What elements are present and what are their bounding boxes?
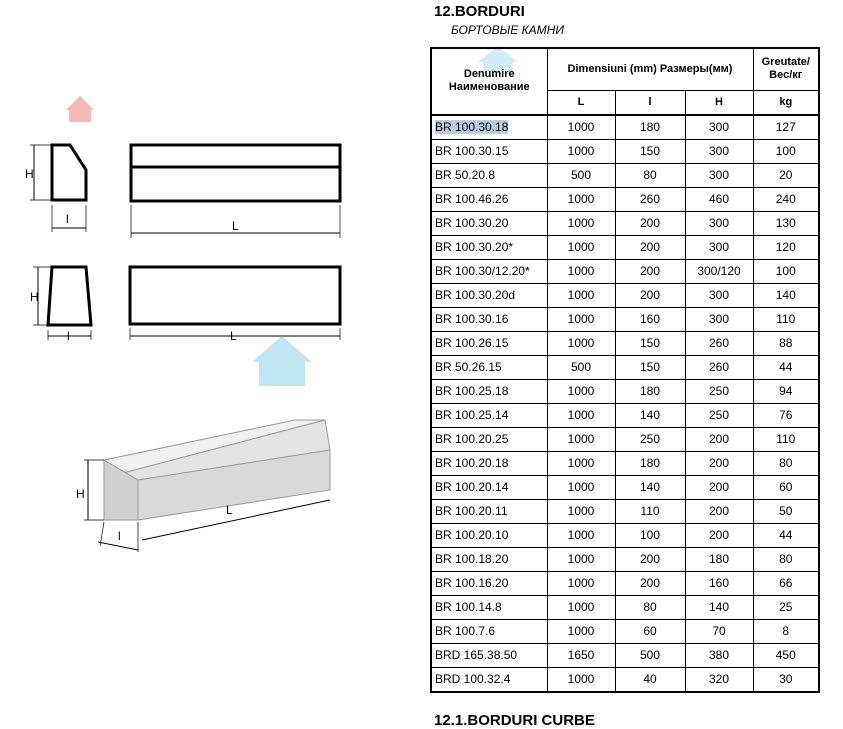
cell-l: 500 bbox=[547, 163, 615, 187]
cell-kg: 80 bbox=[753, 547, 819, 571]
product-code: BR 100.7.6 bbox=[435, 623, 496, 638]
cell-name bbox=[431, 187, 547, 211]
cell-l: 1000 bbox=[547, 451, 615, 475]
cell-l: 1000 bbox=[547, 307, 615, 331]
product-code: BR 100.30.16 bbox=[435, 311, 509, 326]
cell-h: 460 bbox=[685, 187, 753, 211]
cell-l: 250 bbox=[615, 427, 685, 451]
cell-l: 200 bbox=[615, 283, 685, 307]
cell-h: 200 bbox=[685, 523, 753, 547]
table-row bbox=[431, 427, 819, 451]
cell-l: 1000 bbox=[547, 235, 615, 259]
product-code: BR 100.25.18 bbox=[435, 383, 509, 398]
col-weight-header bbox=[753, 48, 819, 90]
cell-l: 110 bbox=[615, 499, 685, 523]
cell-l: 180 bbox=[615, 115, 685, 140]
table-row bbox=[431, 283, 819, 307]
cell-h: 140 bbox=[685, 595, 753, 619]
cell-l: 80 bbox=[615, 163, 685, 187]
cell-l: 1000 bbox=[547, 115, 615, 140]
cell-l: 1000 bbox=[547, 331, 615, 355]
product-code: BR 100.26.15 bbox=[435, 335, 509, 350]
product-code: BR 100.30/12.20* bbox=[435, 263, 530, 278]
cell-name bbox=[431, 211, 547, 235]
sub-header-L: L bbox=[547, 90, 615, 115]
cell-name bbox=[431, 547, 547, 571]
product-code: BR 100.30.18 bbox=[435, 119, 509, 134]
cell-name bbox=[431, 619, 547, 643]
cell-l: 1000 bbox=[547, 211, 615, 235]
product-code: BR 100.20.10 bbox=[435, 527, 509, 542]
cell-h: 160 bbox=[685, 571, 753, 595]
cell-h: 70 bbox=[685, 619, 753, 643]
cell-l: 80 bbox=[615, 595, 685, 619]
cell-l: 1000 bbox=[547, 499, 615, 523]
cell-l: 40 bbox=[615, 667, 685, 692]
cell-l: 1000 bbox=[547, 283, 615, 307]
cell-l: 1000 bbox=[547, 187, 615, 211]
cell-l: 1650 bbox=[547, 643, 615, 667]
product-code: BR 100.16.20 bbox=[435, 575, 509, 590]
product-code: BRD 100.32.4 bbox=[435, 671, 511, 686]
cell-kg: 76 bbox=[753, 403, 819, 427]
cell-l: 1000 bbox=[547, 475, 615, 499]
cell-h: 300 bbox=[685, 115, 753, 140]
cell-h: 200 bbox=[685, 451, 753, 475]
table-row bbox=[431, 235, 819, 259]
product-code: BR 100.20.14 bbox=[435, 479, 509, 494]
cell-kg: 80 bbox=[753, 451, 819, 475]
cell-name bbox=[431, 475, 547, 499]
product-code: BR 50.26.15 bbox=[435, 359, 502, 374]
cell-h: 300 bbox=[685, 283, 753, 307]
table-row bbox=[431, 403, 819, 427]
cell-l: 200 bbox=[615, 211, 685, 235]
cell-l: 1000 bbox=[547, 547, 615, 571]
cell-l: 140 bbox=[615, 403, 685, 427]
cell-name bbox=[431, 355, 547, 379]
cell-h: 250 bbox=[685, 403, 753, 427]
product-code: BRD 165.38.50 bbox=[435, 647, 518, 662]
cell-name bbox=[431, 451, 547, 475]
drawing-label-l2: l bbox=[67, 329, 70, 343]
cell-l: 1000 bbox=[547, 667, 615, 692]
product-code: BR 100.30.20d bbox=[435, 287, 516, 302]
col-weight-line1: Greutate/ bbox=[761, 56, 810, 69]
table-row bbox=[431, 571, 819, 595]
cell-name bbox=[431, 379, 547, 403]
cell-kg: 8 bbox=[753, 619, 819, 643]
cell-h: 200 bbox=[685, 475, 753, 499]
cell-name bbox=[431, 499, 547, 523]
drawing-label-h3: H bbox=[76, 487, 85, 501]
cell-l: 150 bbox=[615, 139, 685, 163]
table-row bbox=[431, 259, 819, 283]
table-row bbox=[431, 163, 819, 187]
cell-l: 150 bbox=[615, 355, 685, 379]
cell-h: 320 bbox=[685, 667, 753, 692]
cell-l: 180 bbox=[615, 379, 685, 403]
table-row bbox=[431, 547, 819, 571]
drawing-label-L2: L bbox=[230, 329, 237, 343]
product-code: BR 100.30.15 bbox=[435, 143, 509, 158]
cell-name bbox=[431, 523, 547, 547]
borduri-table bbox=[430, 47, 820, 693]
cell-kg: 60 bbox=[753, 475, 819, 499]
col-name-ru: Наименование bbox=[448, 81, 530, 94]
product-code: BR 100.30.20* bbox=[435, 239, 514, 254]
cell-h: 260 bbox=[685, 331, 753, 355]
cell-h: 300 bbox=[685, 139, 753, 163]
drawing-label-h2: H bbox=[30, 290, 39, 304]
drawing-label-L1: L bbox=[232, 219, 239, 233]
table-row bbox=[431, 499, 819, 523]
cell-l: 260 bbox=[615, 187, 685, 211]
house-icon bbox=[66, 96, 94, 122]
table-row bbox=[431, 667, 819, 692]
cell-l: 1000 bbox=[547, 403, 615, 427]
cell-l: 200 bbox=[615, 547, 685, 571]
cell-h: 180 bbox=[685, 547, 753, 571]
product-code: BR 100.25.14 bbox=[435, 407, 509, 422]
cell-kg: 140 bbox=[753, 283, 819, 307]
table-row bbox=[431, 379, 819, 403]
cell-h: 250 bbox=[685, 379, 753, 403]
table-row bbox=[431, 595, 819, 619]
cell-kg: 94 bbox=[753, 379, 819, 403]
col-dims-header: Dimensiuni (mm) Размеры(мм) bbox=[547, 48, 753, 90]
sub-header-kg: kg bbox=[753, 90, 819, 115]
product-code: BR 100.14.8 bbox=[435, 599, 502, 614]
product-code: BR 100.20.18 bbox=[435, 455, 509, 470]
cell-l: 100 bbox=[615, 523, 685, 547]
cell-kg: 88 bbox=[753, 331, 819, 355]
section-subtitle: БОРТОВЫЕ КАМНИ bbox=[451, 23, 564, 37]
cell-l: 1000 bbox=[547, 259, 615, 283]
col-name-header bbox=[431, 48, 547, 115]
cell-kg: 44 bbox=[753, 355, 819, 379]
table-row bbox=[431, 211, 819, 235]
cell-l: 1000 bbox=[547, 523, 615, 547]
cell-name bbox=[431, 427, 547, 451]
table-row bbox=[431, 115, 819, 140]
product-code: BR 100.30.20 bbox=[435, 215, 509, 230]
cell-name bbox=[431, 283, 547, 307]
next-section-title: 12.1.BORDURI CURBE bbox=[434, 712, 595, 729]
cell-l: 160 bbox=[615, 307, 685, 331]
drawing-label-l1: l bbox=[66, 212, 69, 226]
cell-kg: 110 bbox=[753, 307, 819, 331]
cell-l: 500 bbox=[547, 355, 615, 379]
cell-l: 200 bbox=[615, 259, 685, 283]
cell-l: 200 bbox=[615, 235, 685, 259]
cell-name bbox=[431, 595, 547, 619]
cell-kg: 44 bbox=[753, 523, 819, 547]
col-name-ro: Denumire bbox=[463, 68, 515, 81]
cell-kg: 50 bbox=[753, 499, 819, 523]
cell-kg: 130 bbox=[753, 211, 819, 235]
cell-name bbox=[431, 643, 547, 667]
sub-header-l: l bbox=[615, 90, 685, 115]
cell-name bbox=[431, 115, 547, 140]
cell-kg: 120 bbox=[753, 235, 819, 259]
product-code: BR 50.20.8 bbox=[435, 167, 496, 182]
product-code: BR 100.20.25 bbox=[435, 431, 509, 446]
table-row bbox=[431, 475, 819, 499]
cell-l: 1000 bbox=[547, 379, 615, 403]
product-code: BR 100.18.20 bbox=[435, 551, 509, 566]
table-row bbox=[431, 451, 819, 475]
cell-kg: 450 bbox=[753, 643, 819, 667]
cell-h: 300/120 bbox=[685, 259, 753, 283]
cell-l: 500 bbox=[615, 643, 685, 667]
table-row bbox=[431, 523, 819, 547]
product-code: BR 100.20.11 bbox=[435, 503, 508, 518]
cell-l: 200 bbox=[615, 571, 685, 595]
cell-l: 1000 bbox=[547, 427, 615, 451]
cell-l: 1000 bbox=[547, 595, 615, 619]
cell-name bbox=[431, 331, 547, 355]
product-code: BR 100.46.26 bbox=[435, 191, 509, 206]
table-row bbox=[431, 187, 819, 211]
cell-h: 300 bbox=[685, 211, 753, 235]
cell-l: 150 bbox=[615, 331, 685, 355]
cell-kg: 20 bbox=[753, 163, 819, 187]
cell-name bbox=[431, 235, 547, 259]
cell-kg: 110 bbox=[753, 427, 819, 451]
cell-l: 1000 bbox=[547, 139, 615, 163]
cell-h: 260 bbox=[685, 355, 753, 379]
cell-kg: 25 bbox=[753, 595, 819, 619]
table-row bbox=[431, 331, 819, 355]
cell-h: 300 bbox=[685, 163, 753, 187]
cell-kg: 100 bbox=[753, 259, 819, 283]
cell-h: 300 bbox=[685, 235, 753, 259]
cell-name bbox=[431, 259, 547, 283]
cell-l: 180 bbox=[615, 451, 685, 475]
drawing-label-l3: l bbox=[118, 529, 121, 543]
cell-kg: 240 bbox=[753, 187, 819, 211]
cell-l: 1000 bbox=[547, 619, 615, 643]
cell-name bbox=[431, 667, 547, 692]
table-row bbox=[431, 307, 819, 331]
cell-kg: 66 bbox=[753, 571, 819, 595]
col-weight-line2: Вес/кг bbox=[769, 69, 803, 82]
cell-l: 60 bbox=[615, 619, 685, 643]
cell-h: 200 bbox=[685, 499, 753, 523]
isometric-drawing bbox=[84, 420, 330, 552]
table-row bbox=[431, 355, 819, 379]
house-icon bbox=[252, 336, 312, 386]
table-row bbox=[431, 139, 819, 163]
cell-kg: 127 bbox=[753, 115, 819, 140]
cell-h: 380 bbox=[685, 643, 753, 667]
cell-kg: 30 bbox=[753, 667, 819, 692]
cell-name bbox=[431, 403, 547, 427]
profile-drawing-2 bbox=[33, 267, 91, 340]
cell-h: 300 bbox=[685, 307, 753, 331]
section-title: 12.BORDURI bbox=[434, 3, 525, 20]
drawing-label-L3: L bbox=[226, 503, 233, 517]
sub-header-H: H bbox=[685, 90, 753, 115]
cell-h: 200 bbox=[685, 427, 753, 451]
cell-kg: 100 bbox=[753, 139, 819, 163]
cell-name bbox=[431, 139, 547, 163]
table-row bbox=[431, 619, 819, 643]
cell-name bbox=[431, 571, 547, 595]
cell-l: 140 bbox=[615, 475, 685, 499]
drawing-label-h1: H bbox=[25, 167, 34, 181]
cell-name bbox=[431, 307, 547, 331]
cell-name bbox=[431, 163, 547, 187]
profile-drawing-1 bbox=[30, 145, 86, 232]
table-row bbox=[431, 643, 819, 667]
cell-l: 1000 bbox=[547, 571, 615, 595]
